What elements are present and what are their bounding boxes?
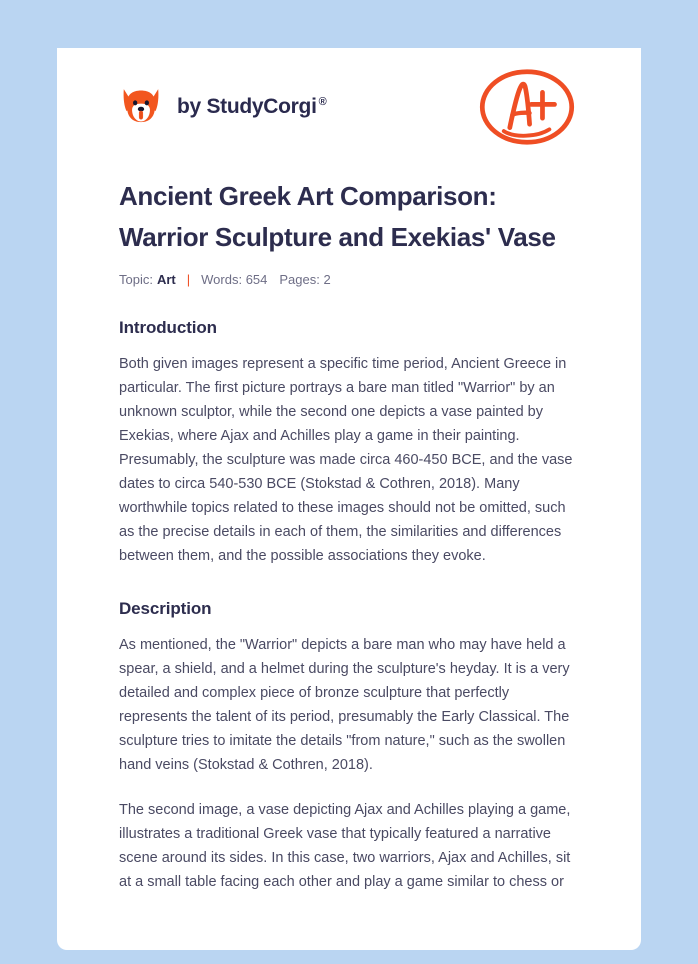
registered-trademark-icon: ®: [318, 96, 327, 108]
document-header: [119, 48, 579, 160]
paragraph: As mentioned, the "Warrior" depicts a bare man who may have held a spear, a shield, and a helmet during the sculpture's heyday. It is a very detailed and complex piece of bronze sculpture that perfectly represents the talent of its period, presumably the Early Classical. The sculpture tries to imitate the details "from nature," such as the swollen hand veins (Stokstad & Cothren, 2018).: [119, 637, 570, 773]
meta-topic-label: Topic:: [119, 272, 153, 287]
section-heading-description: Description: [119, 599, 212, 618]
section-heading-introduction: Introduction: [119, 318, 217, 337]
document-page: [57, 48, 641, 950]
meta-separator: |: [186, 272, 191, 287]
meta-topic-value[interactable]: Art: [156, 272, 176, 287]
page-title: Ancient Greek Art Comparison: Warrior Sculpture and Exekias' Vase: [119, 181, 556, 252]
document-meta: [119, 272, 579, 287]
brand-name: by StudyCorgi ®: [177, 95, 327, 118]
corgi-face-icon: [119, 85, 163, 129]
paragraph: Both given images represent a specific time period, Ancient Greece in particular. The first picture portrays a bare man titled "Warrior" by an unknown sculptor, while the second one depicts a vase painted by Exekias, where Ajax and Achilles play a game in their painting. Presumably, the sculpture was made circa 460-450 BCE, and the vase dates to circa 540-530 BCE (Stokstad & Cothren, 2018). Many worthwhile topics related to these images should not be omitted, such as the precise details in each of them, the similarities and differences between them, and the possible associations they evoke.: [119, 356, 573, 564]
paragraph: The second image, a vase depicting Ajax and Achilles playing a game, illustrates a traditional Greek vase that typically featured a narrative scene around its sides. In this case, two warriors, Ajax and Achilles, sit at a small table facing each other and play a game similar to chess or: [119, 802, 571, 890]
brand-logo[interactable]: [119, 85, 326, 129]
meta-word-count: Words: 654: [201, 272, 268, 287]
meta-page-count: Pages: 2: [279, 272, 331, 287]
a-plus-badge-icon: [475, 64, 579, 150]
